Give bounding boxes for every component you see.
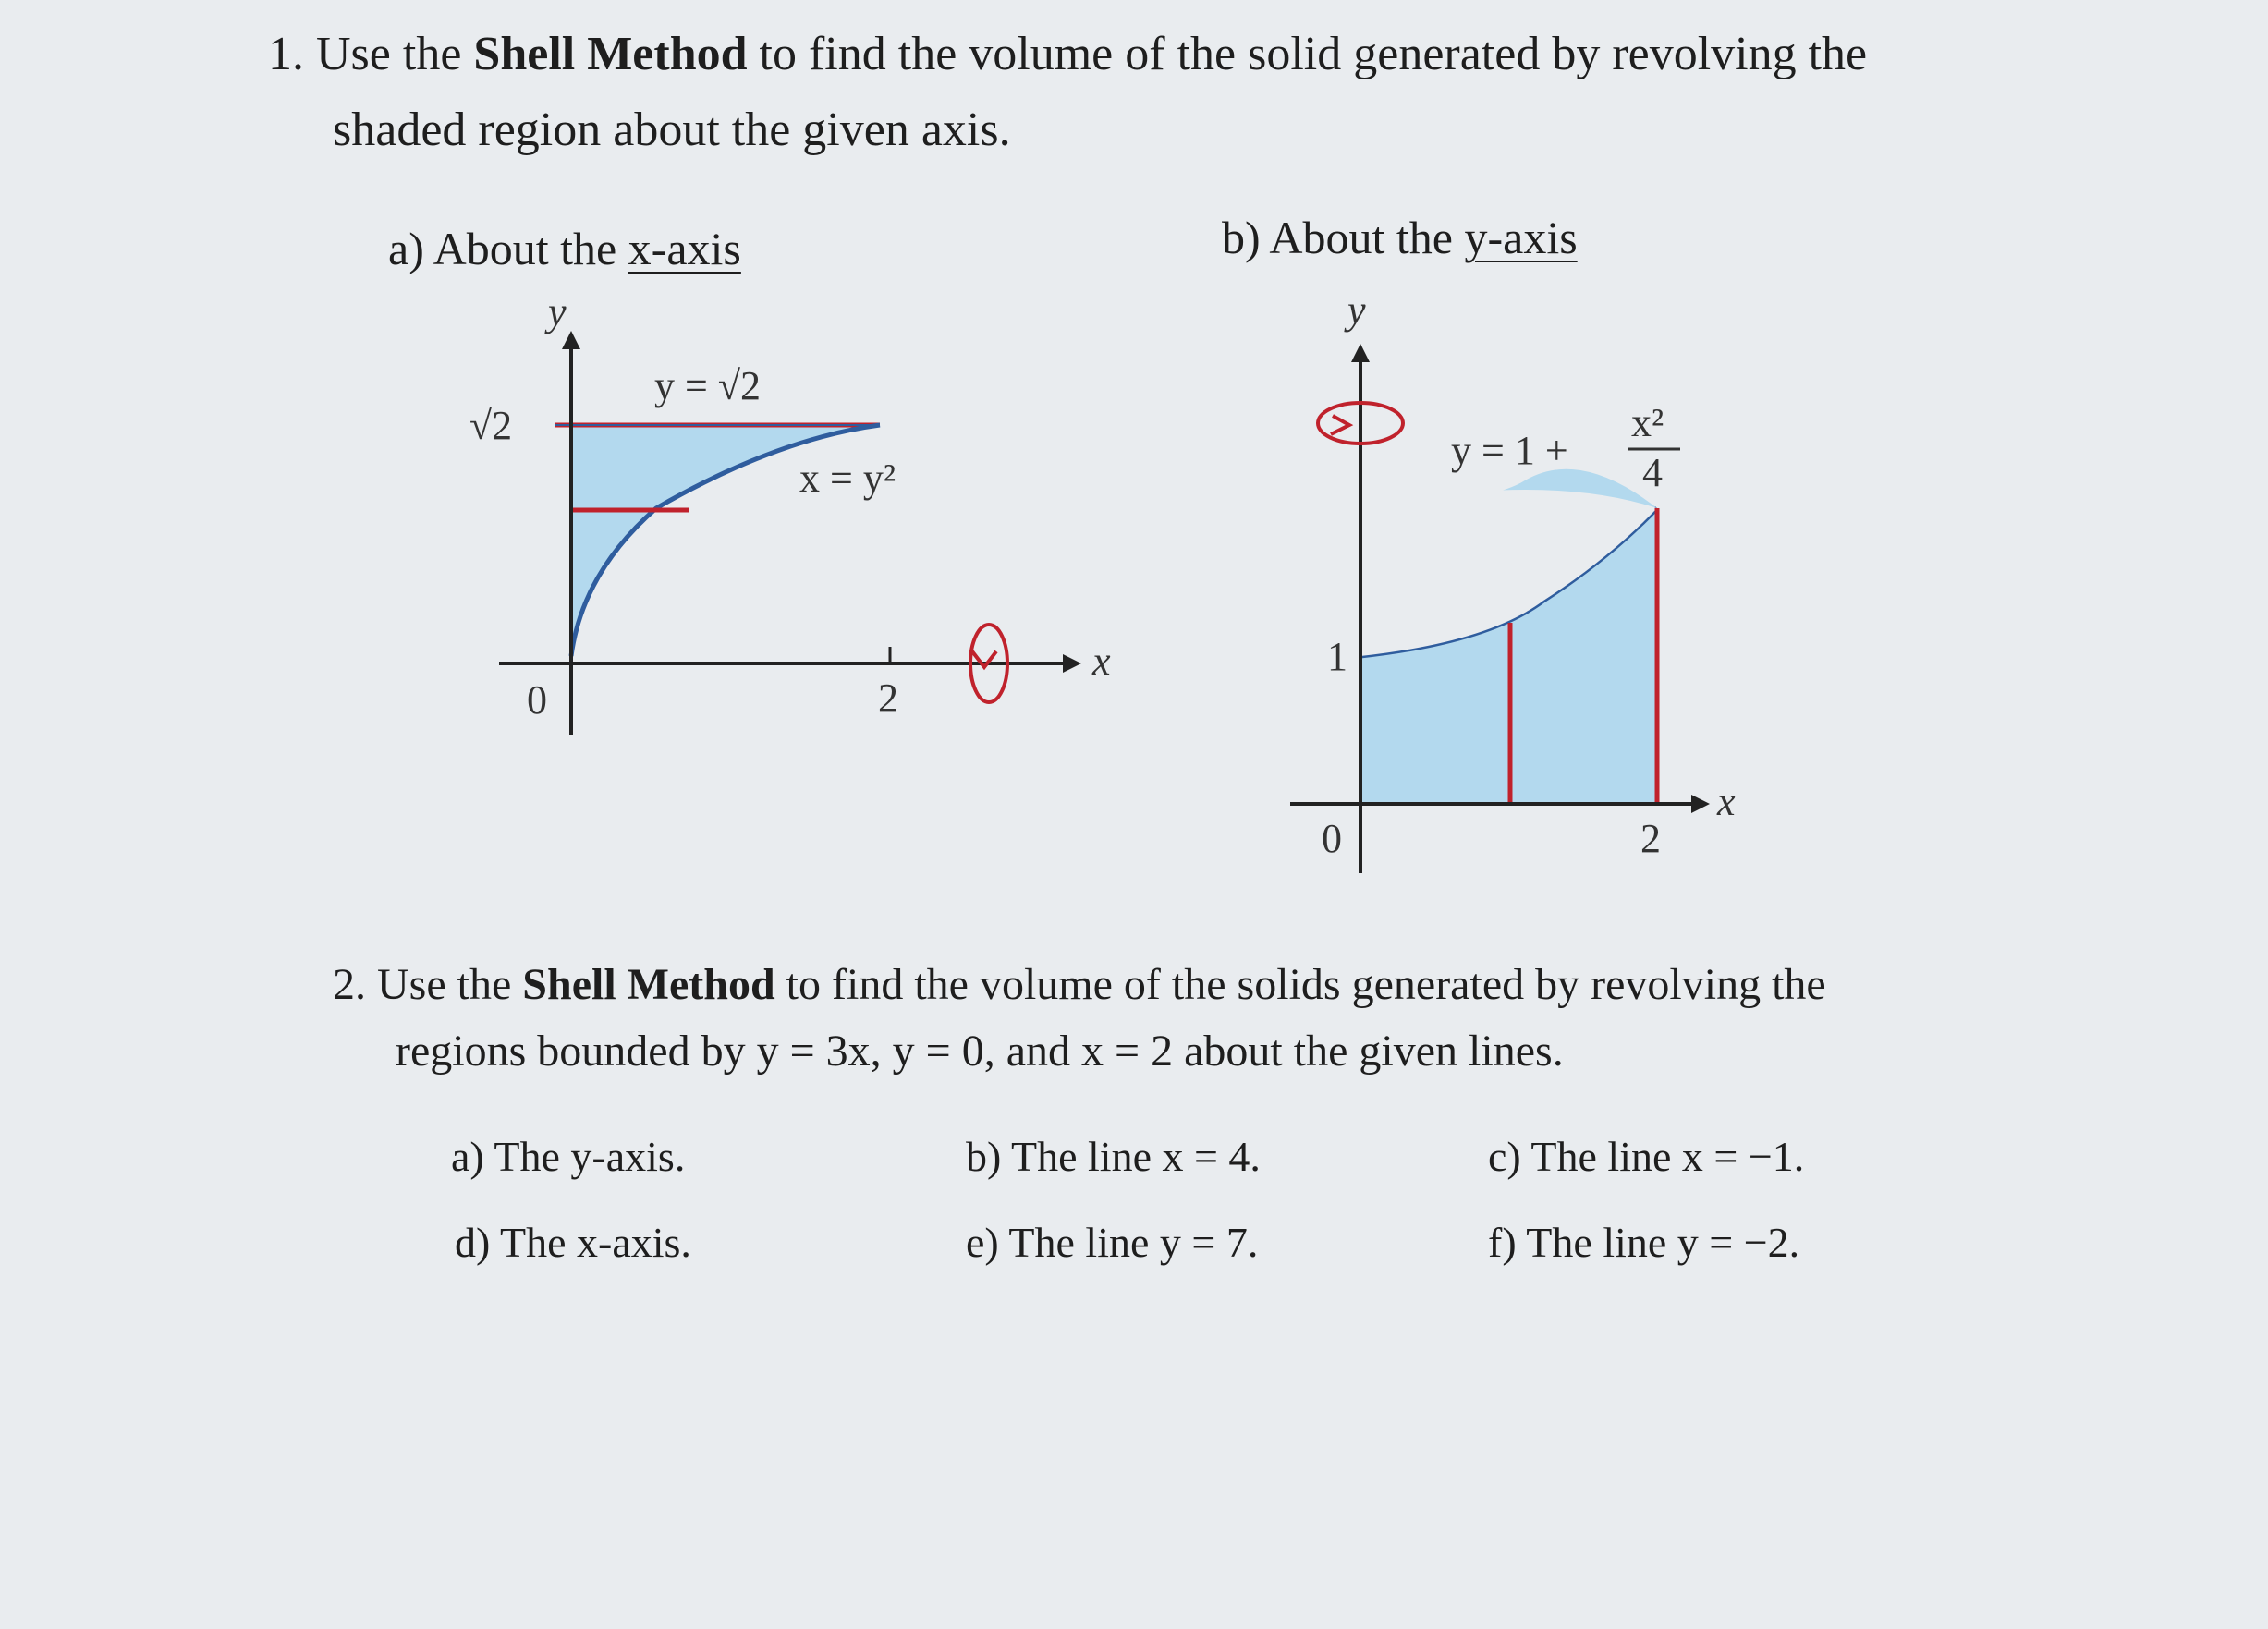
x-tick-label-a: 2: [878, 675, 898, 721]
problem-1-line-2: shaded region about the given axis.: [333, 103, 1011, 156]
x-tick-label-b: 2: [1640, 816, 1661, 861]
curve-numerator-b: x²: [1631, 400, 1664, 445]
y-tick-label-a: √2: [469, 403, 513, 448]
x-axis-label-b: x: [1717, 779, 1736, 824]
x-arrow-a: [1063, 654, 1081, 673]
part-b-heading: [1222, 211, 1578, 264]
x-axis-label-a: x: [1092, 638, 1111, 684]
problem-1-method: Shell Method: [473, 28, 748, 80]
figure-a: [444, 286, 1146, 748]
problem-2-text-post: to find the volume of the solids generated by revolving the: [786, 960, 1826, 1009]
problem-2-text-pre: Use the: [377, 960, 512, 1009]
problem-2-item-d: d) The x-axis.: [455, 1219, 691, 1266]
x-arrow-b: [1691, 795, 1710, 813]
part-a-axis: x-axis: [628, 223, 741, 274]
problem-2-item-f: f) The line y = −2.: [1488, 1219, 1800, 1266]
origin-label-b: 0: [1322, 816, 1342, 861]
problem-2-item-b: b) The line x = 4.: [966, 1133, 1261, 1180]
problem-1-line-1: [268, 26, 1867, 83]
problem-2-item-a: a) The y-axis.: [451, 1133, 686, 1180]
problem-1-text-post: to find the volume of the solid generated by revolving the: [759, 28, 1868, 80]
part-b-label: b) About the: [1222, 212, 1453, 263]
y-tick-label-b: 1: [1327, 634, 1347, 679]
problem-2-method: Shell Method: [522, 960, 775, 1009]
curve-label-a: x = y²: [799, 456, 896, 501]
problem-1-number: 1.: [268, 28, 304, 80]
problem-2-line-2: regions bounded by y = 3x, y = 0, and x = 2 about the given lines.: [396, 1027, 1564, 1076]
problem-2-line-1: [333, 959, 1826, 1010]
top-curve-label-a: y = √2: [654, 363, 761, 408]
part-b-axis: y-axis: [1464, 212, 1578, 263]
problem-2-number: 2.: [333, 960, 366, 1009]
y-arrow-b: [1351, 344, 1370, 362]
problem-1-text-pre: Use the: [316, 28, 462, 80]
figure-b: [1266, 286, 1765, 887]
curve-label-b: y = 1 +: [1451, 428, 1568, 473]
part-a-heading: [388, 222, 741, 275]
problem-2-item-c: c) The line x = −1.: [1488, 1133, 1805, 1180]
origin-label-a: 0: [527, 677, 547, 723]
y-axis-label-a: y: [548, 289, 567, 334]
curve-denominator-b: 4: [1642, 450, 1663, 495]
problem-2-item-e: e) The line y = 7.: [966, 1219, 1259, 1266]
part-a-label: a) About the: [388, 223, 617, 274]
y-axis-label-b: y: [1347, 287, 1366, 333]
